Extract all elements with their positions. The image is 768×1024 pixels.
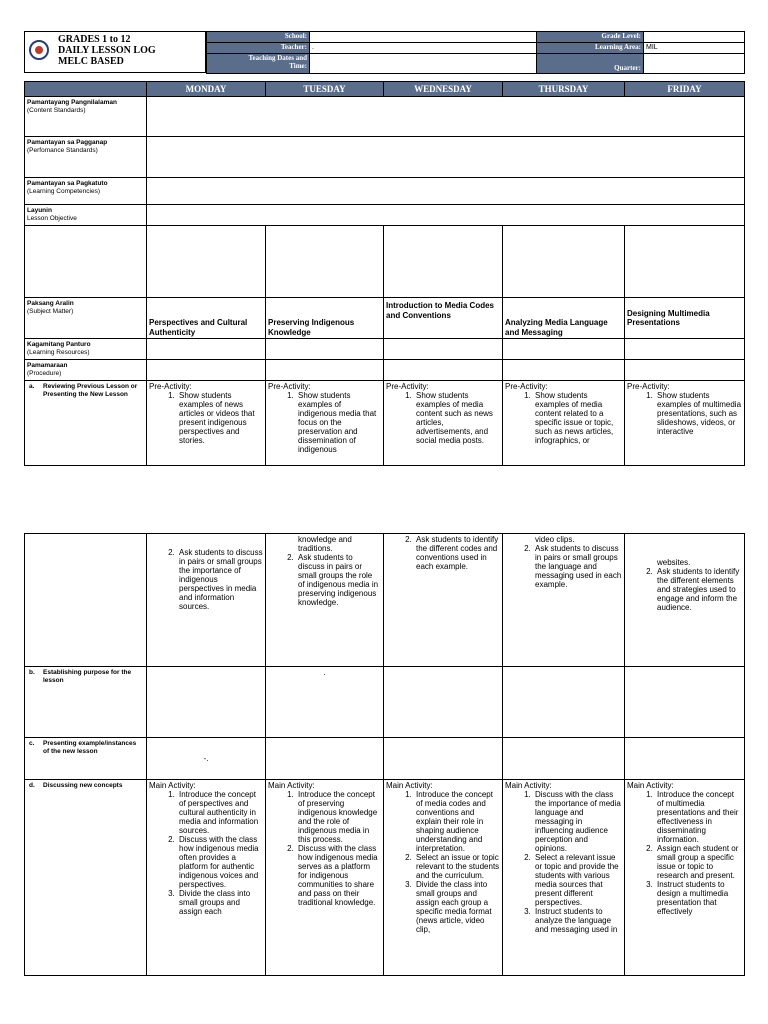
list-item: 2. Ask students to identify the different codes and conventions used in each example.	[414, 535, 500, 571]
procedure-fri[interactable]	[625, 360, 745, 381]
blank-tue[interactable]	[266, 226, 384, 298]
blank-row	[25, 226, 745, 298]
list-item: 2. Ask students to discuss in pairs or small groups the language and messaging used in each example.	[533, 544, 622, 589]
title-box	[24, 31, 206, 73]
list-item: 1. Introduce the concept of perspectives and cultural authenticity in media and information sources.	[177, 790, 263, 835]
purpose-thu[interactable]	[503, 667, 625, 738]
blank-wed[interactable]	[384, 226, 503, 298]
list-item: 2. Assign each student or small group a specific issue or topic to research and present.	[655, 844, 742, 880]
school-field[interactable]	[310, 32, 537, 43]
list-item: 1. Show students examples of media content related to a specific issue or topic, such as news articles, infographics, or	[533, 391, 622, 445]
reviewing-thu	[503, 381, 625, 466]
reviewing-thu-continued	[503, 534, 625, 667]
resources-mon[interactable]	[147, 339, 266, 360]
learning-competencies-sub: (Learning Competencies)	[27, 188, 100, 195]
list-item: 2. Discuss with the class how indigenous media serves as a platform for indigenous communities to share and pass on their traditional knowledge.	[296, 844, 381, 907]
list-item: 3. Instruct students to design a multimedia presentation that effectively	[655, 880, 742, 916]
reviewing-text: Reviewing Previous Lesson or Presenting the New Lesson	[43, 383, 138, 398]
performance-standards-title: Pamantayan sa Pagganap	[27, 139, 108, 146]
procedure-wed[interactable]	[384, 360, 503, 381]
concepts-mon	[147, 780, 266, 976]
performance-standards-sub: (Perfomance Standards)	[27, 147, 98, 154]
reviewing-wed	[384, 381, 503, 466]
blank-header	[25, 82, 147, 97]
reviewing-continued-label	[25, 534, 147, 667]
reviewing-continued-row	[25, 534, 745, 667]
list-item: 2. Discuss with the class how indigenous media often provides a platform for authentic indigenous voices and perspectives.	[177, 835, 263, 889]
procedure-row	[25, 360, 745, 381]
list-item: 1. Show students examples of news articles or videos that present indigenous perspectives and stories.	[177, 391, 263, 445]
procedure-tue[interactable]	[266, 360, 384, 381]
content-standards-sub: (Content Standards)	[27, 107, 86, 114]
teaching-dates-label-line-1: Teaching Dates and	[248, 54, 307, 62]
procedure-mon[interactable]	[147, 360, 266, 381]
main-activity-label: Main Activity:	[627, 781, 674, 790]
resources-thu[interactable]	[503, 339, 625, 360]
learning-resources-label	[25, 339, 147, 360]
presenting-example-key: c.	[29, 740, 35, 747]
example-wed[interactable]	[384, 738, 503, 780]
main-activity-label: Main Activity:	[386, 781, 433, 790]
pre-activity-label: Pre-Activity:	[505, 382, 548, 391]
establishing-purpose-label	[25, 667, 147, 738]
list-item: 2. Ask students to identify the different elements and strategies used to engage and inform the audience.	[655, 567, 742, 612]
blank-row-label	[25, 226, 147, 298]
objective-label	[25, 205, 147, 226]
discussing-concepts-row	[25, 780, 745, 976]
reviewing-tue-continued	[266, 534, 384, 667]
reviewing-key: a.	[29, 383, 35, 390]
pre-activity-label: Pre-Activity:	[149, 382, 192, 391]
pre-activity-label: Pre-Activity:	[386, 382, 429, 391]
school-label: School:	[207, 32, 310, 43]
subject-wed: Introduction to Media Codes and Conventions	[384, 298, 503, 339]
day-monday: MONDAY	[147, 82, 266, 97]
list-item: 1. Discuss with the class the importance of media language and messaging in influencing audience perception and opinions.	[533, 790, 622, 853]
concepts-wed	[384, 780, 503, 976]
learning-competencies-title: Pamantayan sa Pagkatuto	[27, 180, 108, 187]
presenting-example-text: Presenting example/instances of the new lesson	[43, 740, 137, 755]
subject-matter-label	[25, 298, 147, 339]
content-standards-label	[25, 97, 147, 137]
quarter-label: Quarter:	[537, 54, 644, 74]
procedure-sub: (Procedure)	[27, 370, 62, 377]
learning-area-field[interactable]: MIL	[644, 43, 745, 54]
title-line-2: DAILY LESSON LOG	[58, 45, 156, 56]
objective-field[interactable]	[147, 205, 745, 226]
reviewing-tue	[266, 381, 384, 466]
list-item: 3. Instruct students to analyze the language and messaging used in	[533, 907, 622, 934]
list-item: 2. Select a relevant issue or topic and provide the students with various media sources that present different perspectives.	[533, 853, 622, 907]
list-item-continued: knowledge and traditions.	[298, 535, 352, 553]
pre-activity-label: Pre-Activity:	[627, 382, 670, 391]
presenting-example-row	[25, 738, 745, 780]
resources-wed[interactable]	[384, 339, 503, 360]
purpose-fri[interactable]	[625, 667, 745, 738]
procedure-label	[25, 360, 147, 381]
title-line-3: MELC BASED	[58, 56, 124, 67]
blank-mon[interactable]	[147, 226, 266, 298]
content-standards-title: Pamantayang Pangnilalaman	[27, 99, 117, 106]
main-activity-label: Main Activity:	[268, 781, 315, 790]
day-header-row	[25, 82, 745, 97]
resources-tue[interactable]	[266, 339, 384, 360]
lesson-log-table-page-1	[24, 81, 745, 466]
learning-resources-row	[25, 339, 745, 360]
list-item: 2. Ask students to discuss in pairs or small groups the role of indigenous media in preserving indigenous knowledge.	[296, 553, 381, 607]
list-item-continued: video clips.	[535, 535, 575, 544]
blank-fri[interactable]	[625, 226, 745, 298]
list-item: 1. Show students examples of media content such as news articles, advertisements, and social media posts.	[414, 391, 500, 445]
learning-resources-sub: (Learning Resources)	[27, 349, 90, 356]
lesson-log-table-page-2	[24, 533, 745, 976]
example-fri[interactable]	[625, 738, 745, 780]
reviewing-label	[25, 381, 147, 466]
objective-title: Layunin	[27, 207, 52, 214]
list-item: 1. Introduce the concept of preserving indigenous knowledge and the role of indigenous media in this process.	[296, 790, 381, 844]
quarter-field[interactable]	[644, 54, 745, 74]
learning-area-label: Learning Area:	[537, 43, 644, 54]
example-thu[interactable]	[503, 738, 625, 780]
discussing-concepts-text: Discussing new concepts	[43, 782, 123, 789]
list-item: 2. Ask students to discuss in pairs or small groups the importance of indigenous perspectives in media and information sources.	[177, 548, 263, 611]
reviewing-fri	[625, 381, 745, 466]
purpose-mon[interactable]	[147, 667, 266, 738]
concepts-tue	[266, 780, 384, 976]
day-tuesday: TUESDAY	[266, 82, 384, 97]
teaching-dates-label	[207, 54, 310, 74]
learning-competencies-field[interactable]	[147, 178, 745, 205]
content-standards-field[interactable]	[147, 97, 745, 137]
list-item: 3. Divide the class into small groups and assign each group a specific media format (news article, video clip,	[414, 880, 500, 934]
reviewing-wed-continued	[384, 534, 503, 667]
example-tue[interactable]	[266, 738, 384, 780]
procedure-title: Pamamaraan	[27, 362, 68, 369]
concepts-fri	[625, 780, 745, 976]
subject-matter-title: Paksang Aralin	[27, 300, 74, 307]
teacher-field[interactable]: .	[310, 43, 537, 54]
pre-activity-label: Pre-Activity:	[268, 382, 311, 391]
grade-level-label: Grade Level:	[537, 32, 644, 43]
list-item: 1. Introduce the concept of multimedia presentations and their effectiveness in disseminating information.	[655, 790, 742, 844]
concepts-thu	[503, 780, 625, 976]
reviewing-row	[25, 381, 745, 466]
purpose-wed[interactable]	[384, 667, 503, 738]
performance-standards-field[interactable]	[147, 137, 745, 178]
list-item: 1. Introduce the concept of media codes and conventions and explain their role in shaping audience understanding and interpretation.	[414, 790, 500, 853]
list-item: 1. Show students examples of multimedia presentations, such as slideshows, videos, or interactive	[655, 391, 742, 436]
list-item: 3. Divide the class into small groups and assign each	[177, 889, 263, 916]
resources-fri[interactable]	[625, 339, 745, 360]
objective-row	[25, 205, 745, 226]
example-mon[interactable]: -.	[147, 738, 266, 780]
grade-level-field[interactable]	[644, 32, 745, 43]
procedure-thu[interactable]	[503, 360, 625, 381]
discussing-concepts-label	[25, 780, 147, 976]
establishing-purpose-text: Establishing purpose for the lesson	[43, 669, 132, 684]
subject-mon: Perspectives and Cultural Authenticity	[147, 298, 266, 339]
header-info-table	[206, 31, 745, 74]
reviewing-mon-continued	[147, 534, 266, 667]
subject-tue: Preserving Indigenous Knowledge	[266, 298, 384, 339]
objective-sub: Lesson Objective	[27, 215, 77, 222]
subject-matter-sub: (Subject Matter)	[27, 308, 74, 315]
day-friday: FRIDAY	[625, 82, 745, 97]
purpose-tue[interactable]: .	[266, 667, 384, 738]
presenting-example-label	[25, 738, 147, 780]
list-item: 2. Select an issue or topic relevant to the students and the curriculum.	[414, 853, 500, 880]
performance-standards-row	[25, 137, 745, 178]
establishing-purpose-row	[25, 667, 745, 738]
main-activity-label: Main Activity:	[149, 781, 196, 790]
blank-thu[interactable]	[503, 226, 625, 298]
list-item-continued: websites.	[657, 558, 691, 567]
teaching-dates-field[interactable]	[310, 54, 537, 74]
list-item: 1. Show students examples of indigenous media that focus on the preservation and dissemination of indigenous	[296, 391, 381, 454]
main-activity-label: Main Activity:	[505, 781, 552, 790]
teaching-dates-label-line-2: Time:	[289, 62, 307, 70]
performance-standards-label	[25, 137, 147, 178]
subject-fri: Designing Multimedia Presentations	[625, 298, 745, 339]
establishing-purpose-key: b.	[29, 669, 35, 676]
subject-matter-row	[25, 298, 745, 339]
reviewing-fri-continued	[625, 534, 745, 667]
learning-competencies-label	[25, 178, 147, 205]
discussing-concepts-key: d.	[29, 782, 35, 789]
day-thursday: THURSDAY	[503, 82, 625, 97]
content-standards-row	[25, 97, 745, 137]
subject-thu: Analyzing Media Language and Messaging	[503, 298, 625, 339]
teacher-label: Teacher:	[207, 43, 310, 54]
learning-competencies-row	[25, 178, 745, 205]
learning-resources-title: Kagamitang Panturo	[27, 341, 91, 348]
title-line-1: GRADES 1 to 12	[58, 34, 131, 45]
reviewing-mon	[147, 381, 266, 466]
day-wednesday: WEDNESDAY	[384, 82, 503, 97]
